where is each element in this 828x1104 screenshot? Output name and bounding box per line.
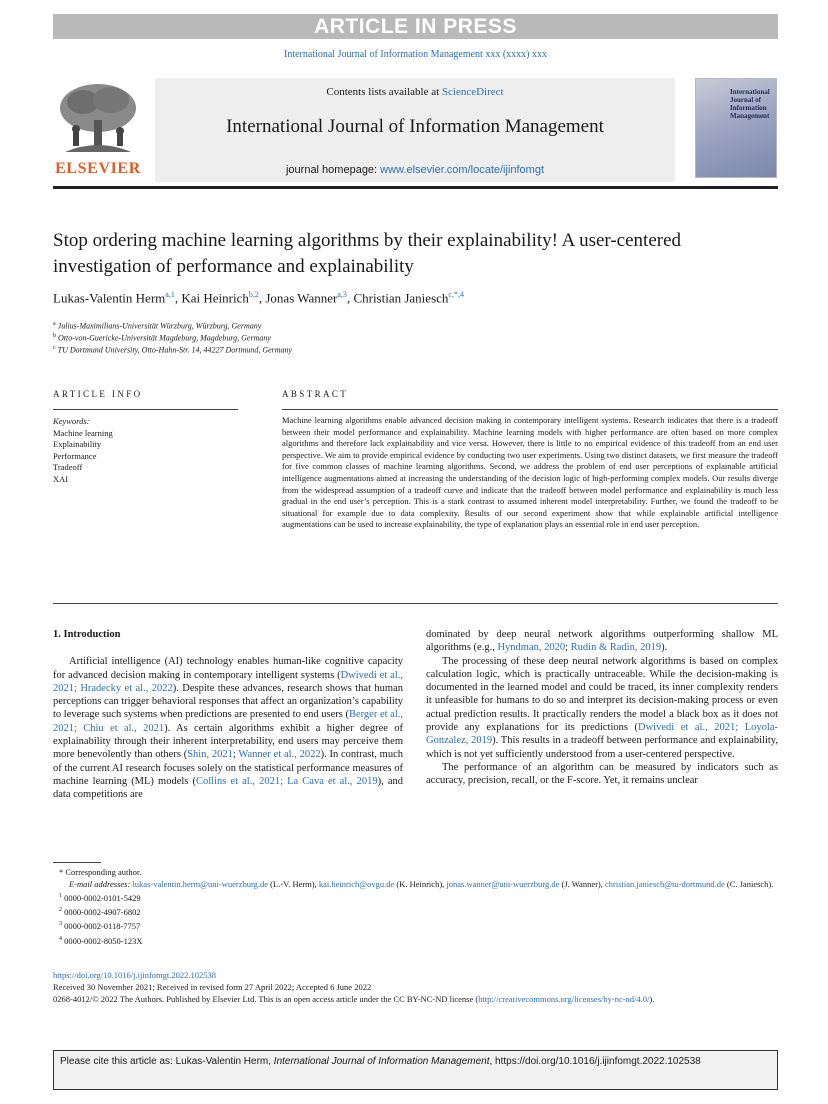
- cite-this-article-box: [53, 1050, 778, 1090]
- email-link[interactable]: christian.janiesch@tu-dortmund.de: [605, 879, 725, 890]
- email-link[interactable]: kai.heinrich@ovgu.de: [318, 879, 395, 890]
- text-run: Artificial intelligence (AI) technology enables human-like cognitive capacity for advanced decision making in contemporary intelligent systems (: [53, 656, 403, 681]
- footnote-marker: 3: [59, 921, 62, 928]
- author-name[interactable]: Kai Heinrich: [181, 290, 249, 306]
- journal-reference-link[interactable]: International Journal of Information Management xxx (xxxx) xxx: [284, 49, 547, 60]
- keyword: XAI: [53, 473, 69, 484]
- orcid-footnote: [53, 890, 778, 904]
- author-separator: ,: [346, 290, 354, 306]
- text-run: The processing of these deep neural network algorithms is based on complex calculation logic, which is practically untraceable. While the decision-making is documented in the learned model and could be traced, its inner complexity renders it unfeasible for humans to do so and interpret its decision-making process or even actual prediction results. It practically renders the model a black box as it does not provide any explanations for its predictions (: [426, 655, 778, 734]
- cite-suffix: , https://doi.org/10.1016/j.ijinfomgt.2022.102538: [489, 1056, 701, 1067]
- abstract-divider: [282, 409, 778, 410]
- paragraph: The performance of an algorithm can be measured by indicators such as accuracy, precision, recall, or the F-score. Yet, it remains unclear: [426, 761, 778, 787]
- paragraph: [426, 655, 778, 761]
- text-run: ). As certain algorithms exhibit a higher degree of explainability through their inherent interpretability, end users may perceive them more benevolently than others (: [53, 722, 403, 761]
- journal-homepage-link[interactable]: www.elsevier.com/locate/ijinfomgt: [380, 164, 545, 176]
- author-name[interactable]: Jonas Wanner: [265, 290, 338, 306]
- article-info-heading: ARTICLE INFO: [53, 389, 143, 399]
- body-column-left: [53, 628, 403, 802]
- affiliation-marker: c: [53, 345, 56, 351]
- contents-prefix: Contents lists available at: [326, 86, 442, 98]
- affiliation-text: Julius-Maximilians-Universität Würzburg, Würzburg, Germany: [57, 321, 262, 331]
- article-in-press-banner: ARTICLE IN PRESS: [53, 14, 778, 39]
- keyword: Performance: [53, 450, 97, 461]
- email-owner: (K. Heinrich),: [394, 879, 447, 890]
- text-run: ;: [565, 642, 571, 654]
- keyword: Explainability: [53, 439, 102, 449]
- affiliation-text: Otto-von-Guericke-Universität Magdeburg, Magdeburg, Germany: [58, 333, 271, 343]
- doi-link[interactable]: https://doi.org/10.1016/j.ijinfomgt.2022.102538: [53, 970, 217, 980]
- article-info-divider: [53, 409, 238, 410]
- citation-link[interactable]: Shin, 2021: [187, 749, 233, 761]
- journal-title: International Journal of Information Management: [226, 116, 604, 137]
- footnote-marker: 1: [59, 893, 62, 900]
- author-separator: ,: [174, 290, 182, 306]
- orcid-id: 0000-0002-0101-5429: [64, 893, 141, 904]
- citation-link[interactable]: Berger et al., 2021; Chiu et al., 2021: [53, 709, 403, 734]
- body-column-right: [426, 628, 778, 788]
- text-run: ), and data competitions are: [53, 775, 403, 801]
- affiliation-c: [53, 345, 778, 355]
- keyword: Machine learning: [53, 427, 113, 438]
- keyword: Tradeoff: [53, 462, 83, 472]
- affiliation-marker: a: [53, 321, 56, 327]
- homepage-prefix: journal homepage:: [285, 164, 381, 176]
- citation-link[interactable]: Dwivedi et al., 2021; Loyola-Gonzalez, 2019: [426, 722, 778, 747]
- text-run: ). This results in a tradeoff between performance and explainability, which is not yet sufficiently understood from a user-centered perspective.: [426, 735, 778, 760]
- orcid-footnote: [53, 933, 778, 947]
- orcid-footnote: [53, 904, 778, 918]
- license-statement: [53, 993, 778, 1005]
- author-name[interactable]: Christian Janiesch: [353, 290, 449, 306]
- citation-link[interactable]: Rudin & Radin, 2019: [570, 642, 662, 654]
- citation-link[interactable]: Hyndman, 2020: [497, 642, 566, 654]
- author-affiliation-marker[interactable]: c,*,4: [448, 290, 464, 299]
- text-run: ;: [232, 749, 239, 761]
- email-link[interactable]: jonas.wanner@uni-wuerzburg.de: [446, 879, 560, 890]
- corresponding-text: Corresponding author.: [65, 867, 142, 877]
- elsevier-wordmark: ELSEVIER: [55, 160, 141, 177]
- orcid-id: 0000-0002-4907-6802: [64, 907, 141, 918]
- paragraph: [53, 655, 403, 801]
- keywords-block: [53, 416, 238, 485]
- paragraph: [426, 628, 778, 655]
- text-run: ). In contrast, much of the current AI research focuses solely on the statistical performance measures of machine learning (ML) models (: [53, 749, 404, 787]
- corresponding-author-note: * Corresponding author.: [59, 867, 142, 877]
- footnotes: [53, 866, 778, 947]
- email-addresses: [53, 878, 778, 890]
- abstract-bottom-divider: [53, 603, 778, 604]
- email-owner: (L.-V. Herm),: [268, 879, 319, 890]
- text-run: ).: [661, 642, 668, 654]
- section-heading-introduction: 1. Introduction: [53, 629, 121, 640]
- author-affiliation-marker[interactable]: a,3: [337, 290, 347, 299]
- author-affiliation-marker[interactable]: b,2: [248, 290, 259, 299]
- author-affiliation-marker[interactable]: a,1: [165, 290, 175, 299]
- affiliation-b: [53, 333, 778, 343]
- email-owner: (C. Janiesch).: [724, 879, 774, 890]
- license-text: ).: [649, 994, 655, 1005]
- sciencedirect-link[interactable]: ScienceDirect: [441, 86, 504, 98]
- author-name[interactable]: Lukas-Valentin Herm: [53, 290, 166, 306]
- license-text: 0268-4012/© 2022 The Authors. Published by Elsevier Ltd. This is an open access article under the CC BY-NC-ND license (: [53, 994, 479, 1005]
- affiliation-text: TU Dortmund University, Otto-Hahn-Str. 14, 44227 Dortmund, Germany: [57, 345, 293, 355]
- citation-link[interactable]: Dwivedi et al., 2021; Hradecky et al., 2022: [53, 669, 403, 694]
- email-link[interactable]: lukas-valentin.herm@uni-wuerzburg.de: [132, 879, 269, 890]
- abstract-heading: ABSTRACT: [282, 389, 349, 399]
- contents-available-line: [155, 86, 675, 98]
- author-list: [53, 290, 778, 306]
- author-separator: ,: [258, 290, 266, 306]
- citation-link[interactable]: Collins et al., 2021; La Cava et al., 2019: [195, 775, 378, 787]
- received-dates: Received 30 November 2021; Received in revised form 27 April 2022; Accepted 6 June 2022: [53, 982, 372, 993]
- orcid-id: 0000-0002-8050-123X: [64, 935, 143, 946]
- paper-title: Stop ordering machine learning algorithms by their explainability! A user-centered investigation of performance and explainability: [53, 230, 682, 277]
- abstract-text: Machine learning algorithms enable advanced decision making in contemporary intelligent systems. Research indicates that there is a tradeoff between their model performance and explainability. Machine learning models with higher performance are often based on more complex algorithms and therefore lack explainability and vice versa. However, there is little to no empirical evidence of this tradeoff from an end user perspective. We aim to provide empirical evidence by conducting two user experiments. Using two distinct datasets, we first measure the tradeoff for five common classes of machine learning algorithms. Second, we address the problem of end user perceptions of explainable artificial intelligence augmentations aimed at increasing the understanding of the decision logic of high-performing complex models. Our results diverge from the widespread assumption of a tradeoff curve and indicate that the tradeoff between model performance and explainability is much less gradual in the end user’s perception. This is a stark contrast to assumed inherent model interpretability. Further, we found the tradeoff to be situational for example due to data complexity. Results of our second experiment show that while explainable artificial intelligence augmentations can be used to increase explainability, the type of explanation plays an essential role in end user perception.: [282, 415, 778, 530]
- affiliation-marker: b: [53, 333, 56, 339]
- keywords-label: Keywords:: [53, 416, 90, 426]
- footnote-marker: 2: [59, 907, 62, 914]
- cite-journal: International Journal of Information Management: [273, 1056, 490, 1067]
- license-link[interactable]: http://creativecommons.org/licenses/by-nc-nd/4.0/: [478, 994, 650, 1005]
- email-owner: (J. Wanner),: [559, 879, 606, 890]
- orcid-footnote: [53, 918, 778, 932]
- cover-journal-title: International Journal of Information Management: [730, 88, 770, 120]
- footnote-divider: [53, 862, 101, 863]
- doi-and-dates: [53, 969, 778, 1006]
- text-run: dominated by deep neural network algorithms outperforming shallow ML algorithms (e.g.,: [426, 629, 778, 654]
- journal-homepage-line: [155, 164, 675, 176]
- orcid-id: 0000-0002-0118-7757: [64, 921, 141, 932]
- footnote-marker: 4: [59, 935, 62, 942]
- email-label: E-mail addresses:: [69, 879, 133, 890]
- cite-prefix: Please cite this article as: Lukas-Valentin Herm,: [60, 1056, 274, 1067]
- affiliation-a: [53, 321, 778, 331]
- text-run: ). Despite these advances, research shows that human perceptions can trigger behavioral responses that affect an organization’s capability to leverage such systems when predictions are presented to end users (: [53, 682, 403, 721]
- citation-link[interactable]: Wanner et al., 2022: [238, 749, 321, 761]
- header-divider: [53, 186, 778, 189]
